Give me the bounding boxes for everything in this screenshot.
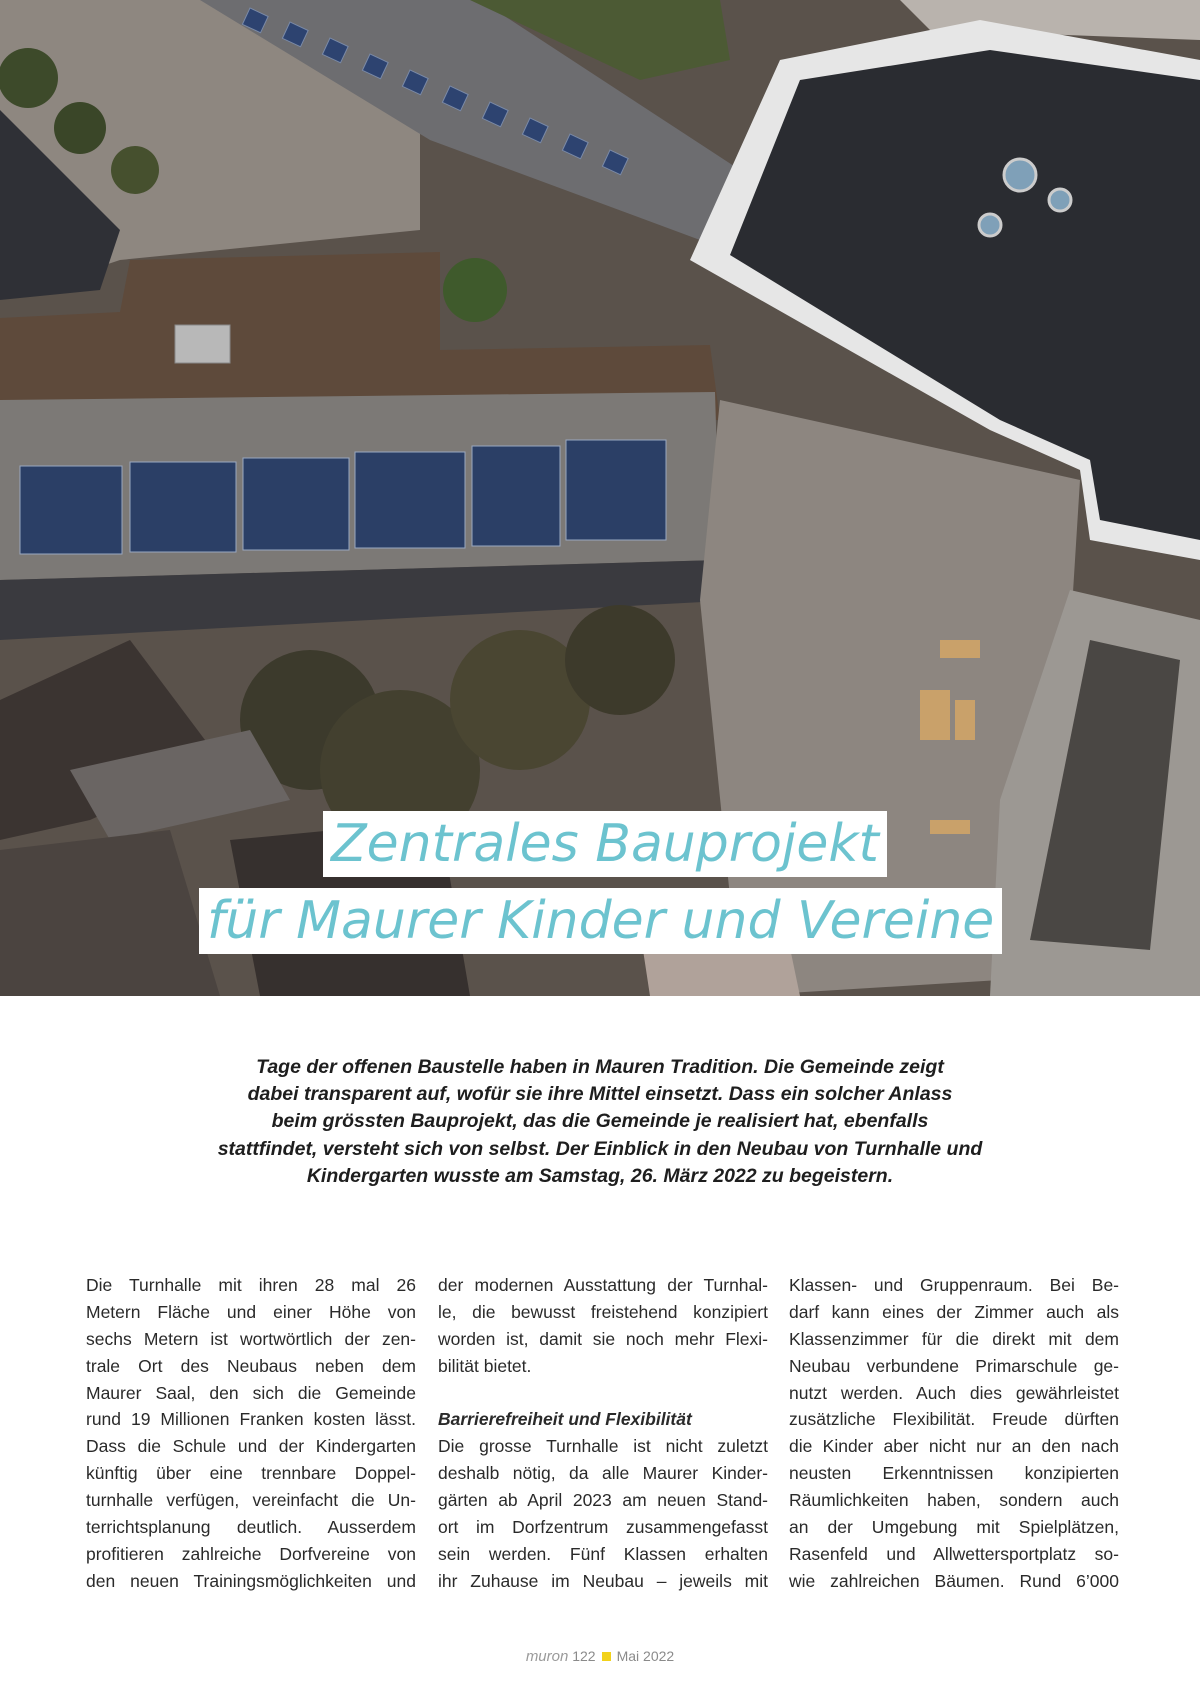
body-line: neusten Erkenntnissen konzipierten xyxy=(789,1463,1119,1484)
issue-date: Mai 2022 xyxy=(616,1648,675,1664)
lead-line: stattfindet, versteht sich von selbst. Der Einblick in den Neubau von Turnhalle und xyxy=(217,1137,983,1160)
article-title-line-1: Zentrales Bauprojekt xyxy=(323,811,887,877)
body-line: profitieren zahlreiche Dorfvereine von xyxy=(86,1543,416,1564)
body-column-1 xyxy=(86,1272,416,1595)
body-line: Maurer Saal, den sich die Gemeinde xyxy=(86,1382,416,1403)
section-subheading: Barrierefreiheit und Flexibilität xyxy=(438,1409,692,1430)
body-line: zusätzliche Flexibilität. Freude dürften xyxy=(789,1409,1119,1430)
body-line: nutzt werden. Auch dies gewährleistet xyxy=(789,1382,1119,1403)
body-line: künftig über eine trennbare Doppel- xyxy=(86,1463,416,1484)
body-line: ort im Dorfzentrum zusammengefasst xyxy=(438,1517,768,1538)
article-lead xyxy=(180,1054,1020,1190)
body-line: deshalb nötig, da alle Maurer Kinder- xyxy=(438,1463,768,1484)
body-line: Räumlichkeiten haben, sondern auch xyxy=(789,1490,1119,1511)
body-line: sechs Metern ist wortwörtlich der zen- xyxy=(86,1328,416,1349)
accent-square-icon xyxy=(602,1652,611,1661)
body-line: rund 19 Millionen Franken kosten lässt. xyxy=(86,1409,416,1430)
body-column-3 xyxy=(789,1272,1119,1595)
body-line: Die Turnhalle mit ihren 28 mal 26 xyxy=(86,1275,416,1295)
issue-number: 122 xyxy=(572,1648,596,1664)
magazine-brand: muron xyxy=(525,1648,569,1665)
body-line: Metern Fläche und einer Höhe von xyxy=(86,1301,416,1322)
body-line: trale Ort des Neubaus neben dem xyxy=(86,1355,416,1376)
body-line: terrichtsplanung deutlich. Ausserdem xyxy=(86,1517,416,1538)
paragraph-gap xyxy=(438,1380,768,1407)
page-footer xyxy=(0,1648,1200,1665)
body-column-2 xyxy=(438,1272,768,1595)
body-line: Rasenfeld und Allwettersportplatz so- xyxy=(789,1543,1119,1564)
body-line: der modernen Ausstattung der Turnhal- xyxy=(438,1275,768,1295)
body-line: gärten ab April 2023 am neuen Stand- xyxy=(438,1490,768,1511)
body-line: ihr Zuhause im Neubau – jeweils mit xyxy=(438,1570,768,1591)
body-line: worden ist, damit sie noch mehr Flexi- xyxy=(438,1328,768,1349)
body-line: die Kinder aber nicht nur an den nach xyxy=(789,1436,1119,1457)
lead-line: beim grössten Bauprojekt, das die Gemeinde je realisiert hat, ebenfalls xyxy=(271,1110,929,1133)
body-line: Klassen- und Gruppenraum. Bei Be- xyxy=(789,1275,1119,1295)
lead-line: Kindergarten wusste am Samstag, 26. März 2022 zu begeistern. xyxy=(306,1164,894,1187)
body-line: bilität bietet. xyxy=(438,1355,532,1376)
article-title-line-2: für Maurer Kinder und Vereine xyxy=(199,888,1002,954)
body-line: le, die bewusst freistehend konzipiert xyxy=(438,1301,768,1322)
lead-line: Tage der offenen Baustelle haben in Mauren Tradition. Die Gemeinde zeigt xyxy=(256,1056,944,1078)
body-line: den neuen Trainingsmöglichkeiten und xyxy=(86,1570,416,1591)
body-line: sein werden. Fünf Klassen erhalten xyxy=(438,1543,768,1564)
body-line: Die grosse Turnhalle ist nicht zuletzt xyxy=(438,1436,768,1457)
body-line: darf kann eines der Zimmer auch als xyxy=(789,1301,1119,1322)
body-line: Dass die Schule und der Kindergarten xyxy=(86,1436,416,1457)
body-line: turnhalle verfügen, vereinfacht die Un- xyxy=(86,1490,416,1511)
body-line: wie zahlreichen Bäumen. Rund 6’000 xyxy=(789,1570,1119,1591)
body-line: an der Umgebung mit Spielplätzen, xyxy=(789,1517,1119,1538)
body-line: Neubau verbundene Primarschule ge- xyxy=(789,1355,1119,1376)
lead-line: dabei transparent auf, wofür sie ihre Mittel einsetzt. Dass ein solcher Anlass xyxy=(247,1083,953,1106)
body-line: Klassenzimmer für die direkt mit dem xyxy=(789,1328,1119,1349)
